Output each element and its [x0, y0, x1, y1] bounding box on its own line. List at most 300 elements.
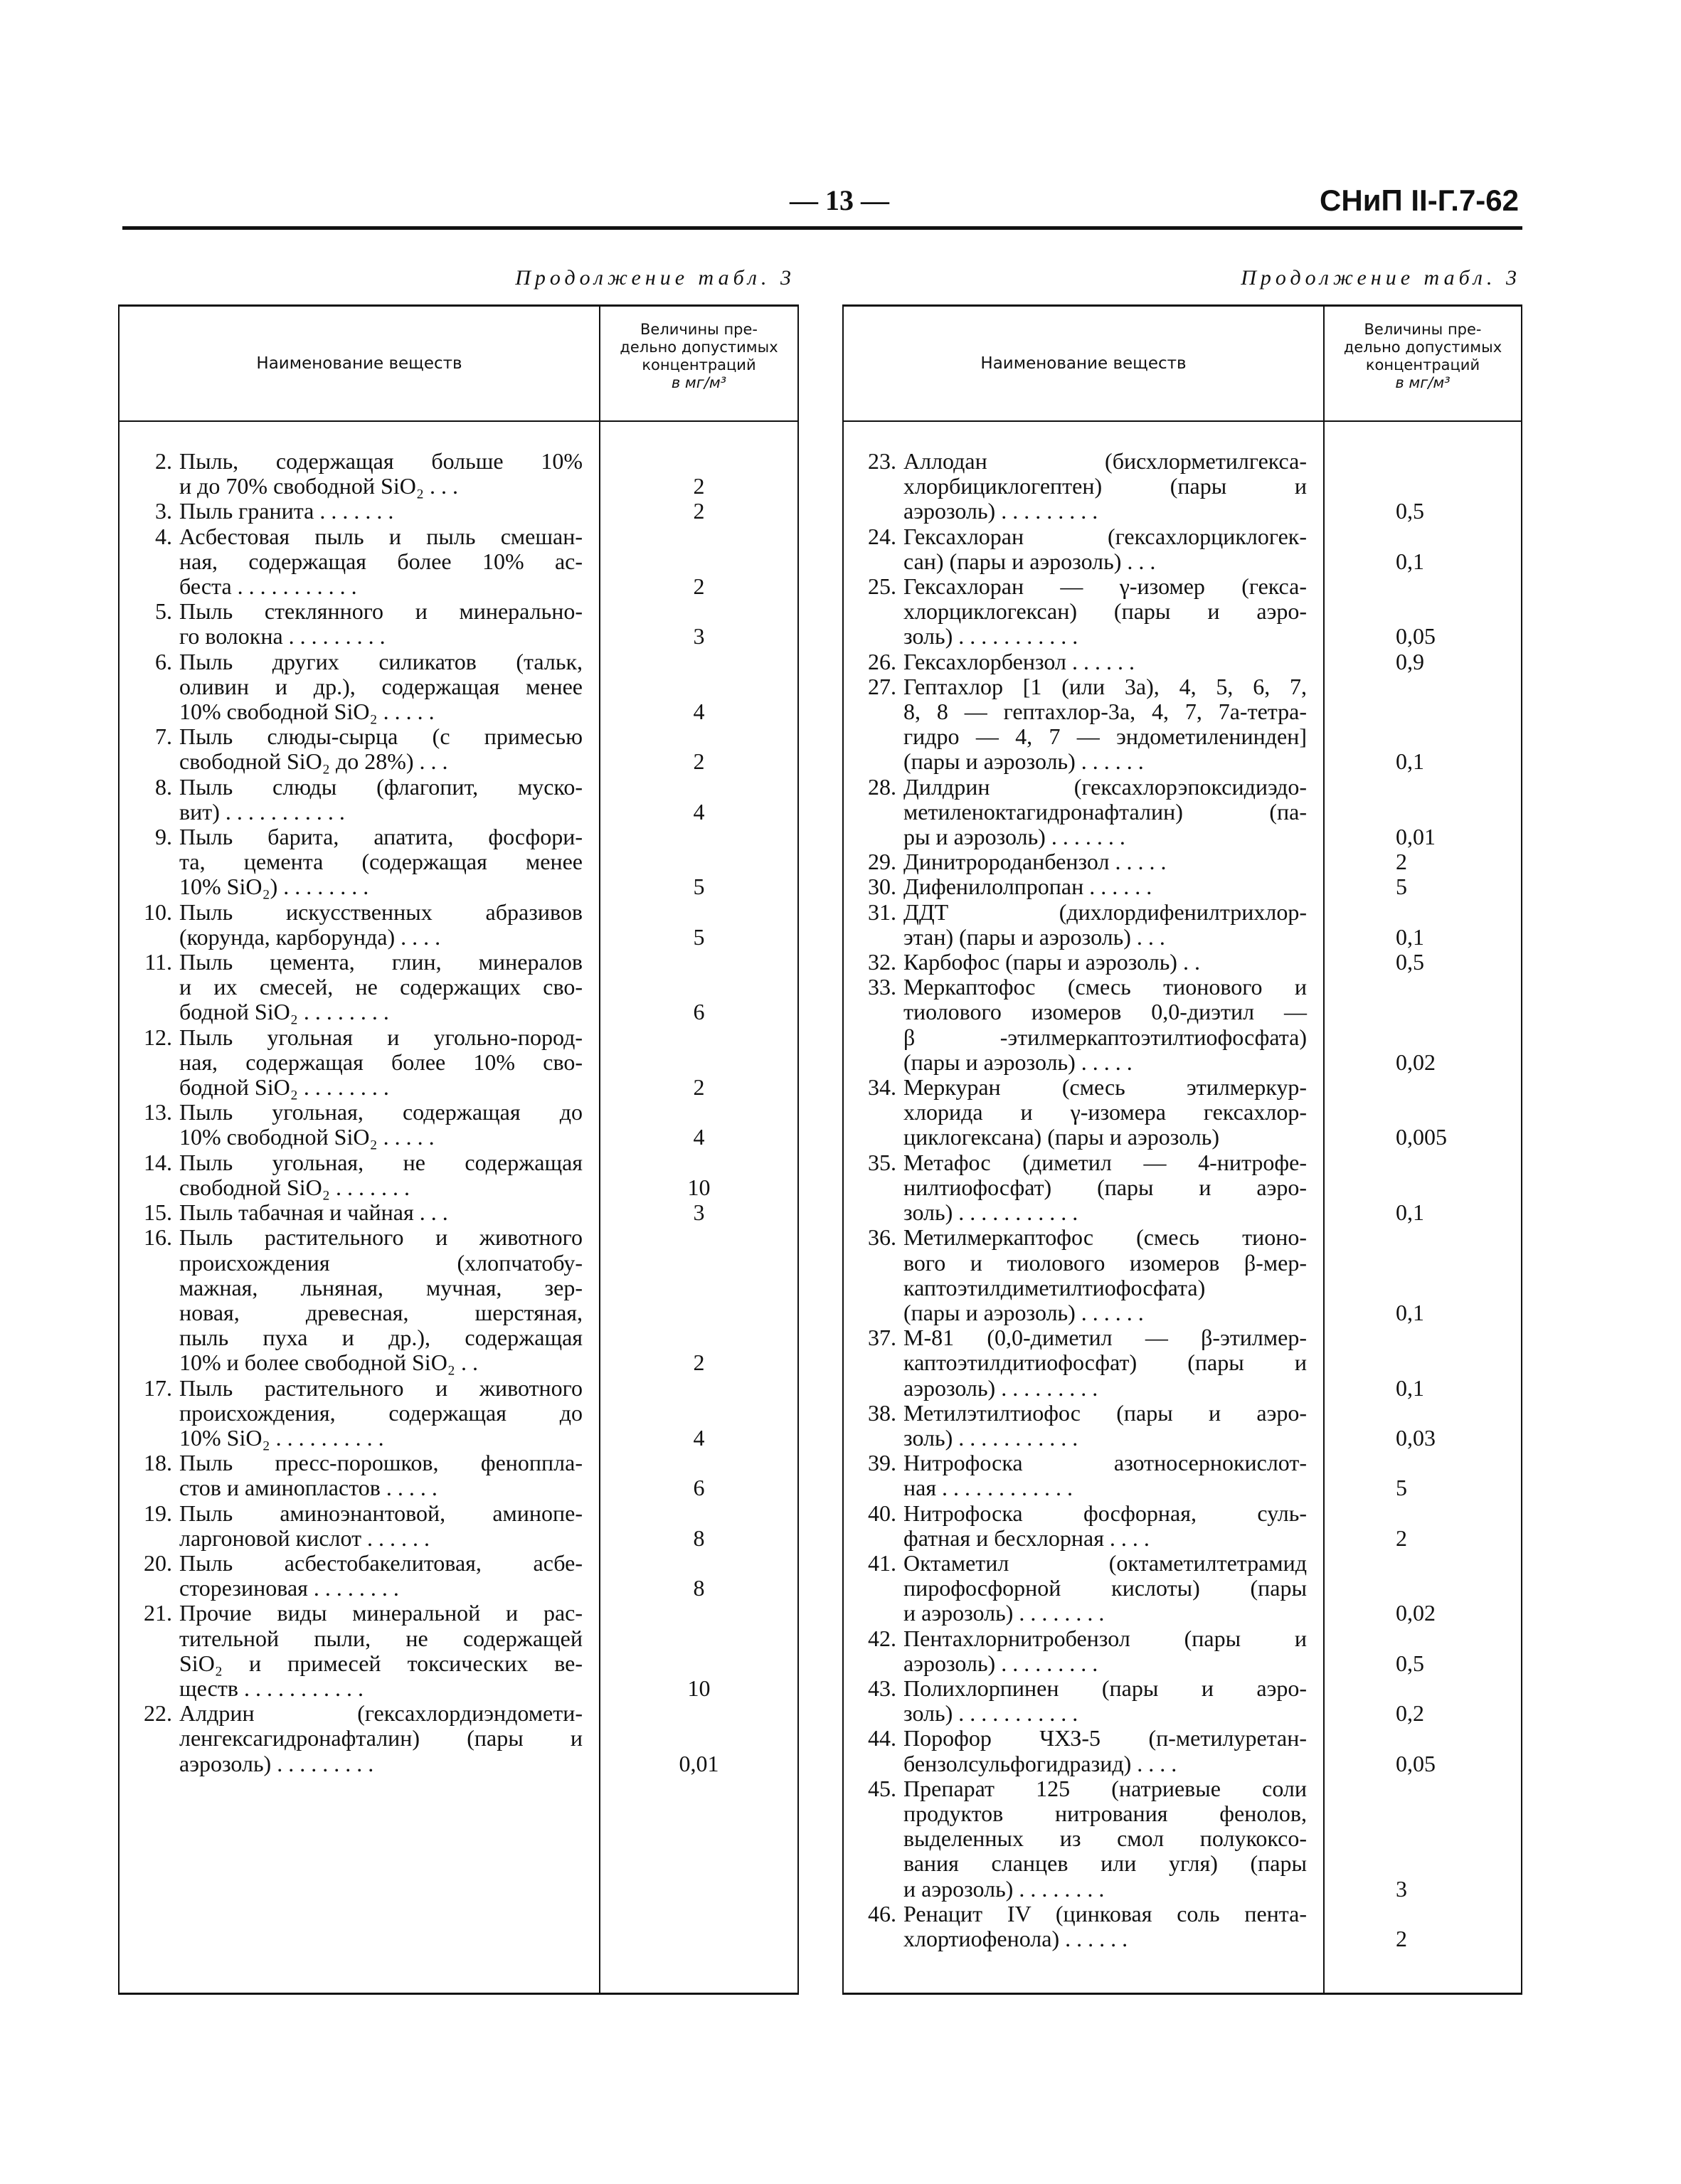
table-row — [844, 849, 1521, 874]
page-number: — 13 — — [790, 184, 889, 216]
row-number: 15. — [144, 1199, 172, 1226]
table-row — [844, 674, 1521, 775]
substance-name-line: Пыль искусственных абразивов — [179, 898, 583, 925]
substance-name — [903, 874, 1307, 899]
substance-name-line: Пыль угольная, содержащая до — [179, 1099, 583, 1125]
substance-name-line: хлорбициклогептен) (пары и — [903, 473, 1307, 499]
limit-value: 0,01 — [679, 1750, 719, 1776]
substance-name-line: происхождения, содержащая до — [179, 1399, 583, 1426]
substance-name — [179, 524, 583, 600]
substance-name-line: (пары и аэрозоль) . . . . . . — [903, 1299, 1144, 1325]
substance-name-line: Пыль табачная и чайная . . . — [179, 1199, 448, 1226]
substance-name — [903, 1451, 1307, 1500]
substance-name — [903, 1325, 1307, 1401]
substance-name — [903, 1676, 1307, 1726]
substance-name-line: β -этилмеркаптоэтилтиофосфата) — [903, 1024, 1307, 1050]
substance-name — [903, 1902, 1307, 1951]
substance-name — [179, 1451, 583, 1500]
table-row — [120, 1501, 797, 1551]
substance-name-line: каптоэтилдиметилтиофосфата) — [903, 1274, 1206, 1300]
substance-name-line: стов и аминопластов . . . . . — [179, 1475, 438, 1501]
row-number: 7. — [155, 723, 172, 750]
row-number: 45. — [868, 1775, 896, 1801]
substance-name — [179, 1376, 583, 1451]
substance-name — [179, 650, 583, 725]
limit-value: 2 — [1396, 1925, 1407, 1951]
substance-name — [903, 1776, 1307, 1902]
substance-name-line: 8, 8 — гептахлор-3а, 4, 7, 7а-тетра- — [903, 699, 1307, 725]
table-row — [120, 1200, 797, 1225]
substance-name-line: Меркаптофос (смесь тионового и — [903, 974, 1307, 1000]
substance-name — [179, 449, 583, 499]
substance-name — [903, 674, 1307, 775]
row-number: 37. — [868, 1325, 896, 1351]
header-row-rule — [844, 420, 1521, 422]
limit-value: 4 — [693, 798, 705, 825]
substance-name-line: аэрозоль) . . . . . . . . . — [903, 498, 1098, 524]
substance-name-line: Метилэтилтиофос (пары и аэро- — [903, 1399, 1307, 1426]
header-value-line: дельно допустимых — [620, 339, 778, 356]
row-number: 5. — [155, 598, 172, 625]
substance-name — [903, 1150, 1307, 1226]
substance-name — [179, 1601, 583, 1701]
row-number: 41. — [868, 1549, 896, 1576]
substance-name-line: Порофор ЧХЗ-5 (п-метилуретан- — [903, 1725, 1307, 1751]
row-number: 26. — [868, 648, 896, 674]
table-row — [120, 775, 797, 825]
substance-name-line: золь) . . . . . . . . . . . — [903, 1424, 1078, 1451]
row-number: 33. — [868, 974, 896, 1000]
substance-name — [903, 1225, 1307, 1325]
row-number: 19. — [144, 1500, 172, 1526]
substance-name-line: Пыль аминоэнантовой, аминопе- — [179, 1500, 583, 1526]
row-number: 3. — [155, 498, 172, 524]
table-row — [120, 1025, 797, 1101]
substance-name-line: Карбофос (пары и аэрозоль) . . — [903, 949, 1200, 975]
row-number: 20. — [144, 1549, 172, 1576]
substance-name-line: и их смесей, не содержащих сво- — [179, 974, 583, 1000]
substance-name-line: бодной SiO₂ . . . . . . . . — [179, 999, 389, 1025]
substance-name-line: беста . . . . . . . . . . . — [179, 573, 357, 600]
row-number: 24. — [868, 523, 896, 549]
substance-name-line: Пыль угольная и угольно-пород- — [179, 1024, 583, 1050]
row-number: 9. — [155, 824, 172, 850]
substance-name-line: ларгоновой кислот . . . . . . — [179, 1525, 430, 1551]
row-number: 4. — [155, 523, 172, 549]
substance-name-line: Препарат 125 (натриевые соли — [903, 1775, 1307, 1801]
substance-name — [179, 1025, 583, 1101]
limit-value: 0,9 — [1396, 648, 1424, 674]
limit-value: 5 — [693, 874, 705, 900]
table-row — [844, 1676, 1521, 1726]
substance-name-line: ная . . . . . . . . . . . . — [903, 1475, 1073, 1501]
limit-value: 0,03 — [1396, 1424, 1436, 1451]
substance-name-line: метиленоктагидронафталин) (па- — [903, 798, 1307, 825]
table-row — [844, 775, 1521, 850]
substance-name-line: Дифенилолпропан . . . . . . — [903, 874, 1152, 900]
limit-value: 0,5 — [1396, 949, 1424, 975]
row-number: 38. — [868, 1399, 896, 1426]
limit-value: 0,1 — [1396, 1199, 1424, 1226]
substance-name-line: Гептахлор [1 (или 3а), 4, 5, 6, 7, — [903, 673, 1307, 699]
table-row — [844, 1776, 1521, 1902]
table-row — [120, 1225, 797, 1375]
substance-name-line: (пары и аэрозоль) . . . . . — [903, 1049, 1133, 1075]
substance-name-line: пирофосфорной кислоты) (пары — [903, 1575, 1307, 1601]
table-row — [120, 1701, 797, 1776]
row-number: 2. — [155, 448, 172, 474]
limit-value: 0,5 — [1396, 498, 1424, 524]
substance-name-line: вого и тиолового изомеров β-мер- — [903, 1249, 1307, 1276]
substance-name-line: 10% SiO₂) . . . . . . . . — [179, 874, 369, 900]
limit-value: 0,2 — [1396, 1700, 1424, 1727]
substance-name-line: хлорида и γ-изомера гексахлор- — [903, 1099, 1307, 1125]
table-row — [120, 1551, 797, 1601]
substance-name — [179, 825, 583, 900]
row-number: 18. — [144, 1450, 172, 1476]
table-row — [844, 950, 1521, 975]
limit-value: 3 — [693, 623, 705, 650]
substance-name-line: Гексахлорбензол . . . . . . — [903, 648, 1135, 674]
substance-name-line: Пентахлорнитробензол (пары и — [903, 1625, 1307, 1651]
row-number: 42. — [868, 1625, 896, 1651]
limit-value: 2 — [693, 573, 705, 600]
substance-name — [179, 775, 583, 825]
substance-name — [903, 650, 1307, 674]
substance-name-line: хлорциклогексан) (пары и аэро- — [903, 598, 1307, 625]
substance-name-line: аэрозоль) . . . . . . . . . — [903, 1374, 1098, 1401]
substance-name-line: золь) . . . . . . . . . . . — [903, 623, 1078, 650]
substance-name-line: ществ . . . . . . . . . . . — [179, 1675, 364, 1701]
substance-name-line: хлортиофенола) . . . . . . — [903, 1925, 1128, 1951]
limit-value: 0,1 — [1396, 1299, 1424, 1325]
substance-name-line: Октаметил (октаметилтетрамид — [903, 1549, 1307, 1576]
limit-value: 0,1 — [1396, 548, 1424, 574]
limit-value: 8 — [693, 1525, 705, 1551]
limit-value: 0,02 — [1396, 1049, 1436, 1075]
table-row — [120, 449, 797, 499]
substance-name-line: та, цемента (содержащая менее — [179, 849, 583, 875]
substance-name-line: Нитрофоска фосфорная, суль- — [903, 1500, 1307, 1526]
substance-name-line: Ренацит IV (цинковая соль пента- — [903, 1900, 1307, 1926]
substance-name-line: новая, древесная, шерстяная, — [179, 1299, 583, 1325]
limit-value: 10 — [687, 1675, 711, 1701]
limit-value: 2 — [693, 498, 705, 524]
document-code: СНиП II-Г.7-62 — [1320, 184, 1519, 217]
limit-value: 3 — [1396, 1875, 1407, 1902]
substance-name-line: выделенных из смол полукоксо- — [903, 1825, 1307, 1852]
table-row — [844, 574, 1521, 650]
row-number: 13. — [144, 1099, 172, 1125]
substance-name — [179, 1501, 583, 1551]
limit-value: 6 — [693, 999, 705, 1025]
limit-value: 6 — [693, 1475, 705, 1501]
row-number: 36. — [868, 1224, 896, 1251]
column-header-value — [600, 321, 797, 392]
substance-name-line: циклогексана) (пары и аэрозоль) — [903, 1124, 1219, 1150]
substance-name-line: пыль пуха и др.), содержащая — [179, 1325, 583, 1351]
row-number: 28. — [868, 773, 896, 800]
table-row — [844, 1501, 1521, 1551]
row-number: 35. — [868, 1149, 896, 1175]
header-value-line: Величины пре- — [1364, 321, 1482, 338]
substance-name-line: Пыль асбестобакелитовая, асбе- — [179, 1549, 583, 1576]
substance-name-line: Нитрофоска азотносернокислот- — [903, 1450, 1307, 1476]
substance-name-line: (корунда, карборунда) . . . . — [179, 923, 441, 950]
substance-name-line: золь) . . . . . . . . . . . — [903, 1700, 1078, 1727]
table-row — [844, 1902, 1521, 1951]
substance-name-line: Аллодан (бисхлорметилгекса- — [903, 448, 1307, 474]
substance-name — [179, 1551, 583, 1601]
header-value-line: концентраций — [642, 356, 756, 373]
row-number: 10. — [144, 898, 172, 925]
substance-name — [179, 1150, 583, 1200]
substance-name-line: бензолсульфогидразид) . . . . — [903, 1750, 1177, 1776]
limit-value: 0,01 — [1396, 824, 1436, 850]
row-number: 44. — [868, 1725, 896, 1751]
table-row — [844, 1075, 1521, 1150]
header-value-line: концентраций — [1365, 356, 1480, 373]
substance-name-line: Гексахлоран (гексахлорциклогек- — [903, 523, 1307, 549]
substance-name-line: ленгексагидронафталин) (пары и — [179, 1725, 583, 1751]
row-number: 27. — [868, 673, 896, 699]
table-row — [120, 825, 797, 900]
limit-value: 0,1 — [1396, 923, 1424, 950]
row-number: 8. — [155, 773, 172, 800]
substance-name-line: аэрозоль) . . . . . . . . . — [179, 1750, 374, 1776]
substance-name-line: Пыль слюды-сырца (с примесью — [179, 723, 583, 750]
limit-value: 0,05 — [1396, 1750, 1436, 1776]
substance-name-line: 10% и более свободной SiO₂ . . — [179, 1350, 478, 1376]
substance-name-line: Пыль угольная, не содержащая — [179, 1149, 583, 1175]
row-number: 21. — [144, 1600, 172, 1626]
substance-name-line: мажная, льняная, мучная, зер- — [179, 1274, 583, 1300]
substance-name-line: Пыль пресс-порошков, феноппла- — [179, 1450, 583, 1476]
header-value-line: в мг/м³ — [1395, 374, 1451, 391]
substance-name-line: продуктов нитрования фенолов, — [903, 1800, 1307, 1826]
table-row — [120, 724, 797, 774]
substance-name-line: Дилдрин (гексахлорэпоксидиэдо- — [903, 773, 1307, 800]
table-row — [844, 975, 1521, 1075]
substance-name-line: ры и аэрозоль) . . . . . . . — [903, 824, 1125, 850]
header-value-line: Величины пре- — [640, 321, 758, 338]
substance-name — [903, 775, 1307, 850]
substance-name — [179, 900, 583, 950]
substance-name-line: этан) (пары и аэрозоль) . . . — [903, 923, 1165, 950]
substance-name — [179, 1200, 583, 1225]
substance-name-line: Пыль, содержащая больше 10% — [179, 448, 583, 474]
substance-name — [179, 1225, 583, 1375]
row-number: 46. — [868, 1900, 896, 1926]
substance-name-line: каптоэтилдитиофосфат) (пары и — [903, 1350, 1307, 1376]
substance-name-line: оливин и др.), содержащая менее — [179, 673, 583, 699]
substance-name-line: SiO₂ и примесей токсических ве- — [179, 1650, 583, 1676]
substance-name — [903, 849, 1307, 874]
substance-name-line: тиолового изомеров 0,0-диэтил — — [903, 999, 1307, 1025]
row-number: 40. — [868, 1500, 896, 1526]
substance-name-line: бодной SiO₂ . . . . . . . . — [179, 1074, 389, 1101]
row-number: 25. — [868, 573, 896, 600]
substance-name-line: 10% SiO₂ . . . . . . . . . . — [179, 1424, 384, 1451]
substance-name-line: нилтиофосфат) (пары и аэро- — [903, 1174, 1307, 1200]
table-row — [120, 1376, 797, 1451]
limit-value: 2 — [693, 473, 705, 499]
substance-name-line: ная, содержащая более 10% ас- — [179, 548, 583, 574]
table-row — [844, 900, 1521, 950]
substance-name-line: свободной SiO₂ до 28%) . . . — [179, 748, 448, 775]
substance-name — [903, 1551, 1307, 1626]
row-number: 6. — [155, 648, 172, 674]
row-number: 23. — [868, 448, 896, 474]
substance-name-line: Асбестовая пыль и пыль смешан- — [179, 523, 583, 549]
substance-name-line: сторезиновая . . . . . . . . — [179, 1575, 399, 1601]
row-number: 22. — [144, 1700, 172, 1727]
table-row — [844, 1325, 1521, 1401]
row-number: 14. — [144, 1149, 172, 1175]
limit-value: 4 — [693, 699, 705, 725]
substance-name — [179, 599, 583, 649]
table-row — [844, 1726, 1521, 1776]
substance-name — [903, 524, 1307, 574]
column-header-name: Наименование веществ — [256, 354, 462, 373]
limit-value: 0,05 — [1396, 623, 1436, 650]
limit-value: 4 — [693, 1424, 705, 1451]
table-row — [120, 1100, 797, 1150]
table-row — [120, 1150, 797, 1200]
table-row — [120, 599, 797, 649]
substance-name-line: ДДТ (дихлордифенилтрихлор- — [903, 898, 1307, 925]
limit-value: 5 — [1396, 874, 1407, 900]
limit-value: 0,02 — [1396, 1600, 1436, 1626]
substance-name-line: фатная и бесхлорная . . . . — [903, 1525, 1150, 1551]
substance-name-line: (пары и аэрозоль) . . . . . . — [903, 748, 1144, 775]
row-number: 34. — [868, 1074, 896, 1101]
table-row — [120, 900, 797, 950]
limit-value: 8 — [693, 1575, 705, 1601]
limit-value: 0,005 — [1396, 1124, 1447, 1150]
header-value-line: в мг/м³ — [671, 374, 727, 391]
substance-name-line: Прочие виды минеральной и рас- — [179, 1600, 583, 1626]
substance-name-line: и аэрозоль) . . . . . . . . — [903, 1600, 1105, 1626]
substance-name-line: свободной SiO₂ . . . . . . . — [179, 1174, 410, 1200]
substance-name-line: го волокна . . . . . . . . . — [179, 623, 386, 650]
limit-value: 2 — [693, 1074, 705, 1101]
table-row — [120, 950, 797, 1025]
substance-name-line: аэрозоль) . . . . . . . . . — [903, 1650, 1098, 1676]
substance-name-line: Пыль других силикатов (тальк, — [179, 648, 583, 674]
substance-name — [903, 1401, 1307, 1451]
substance-name — [179, 1100, 583, 1150]
substance-name — [903, 1726, 1307, 1776]
substance-name-line: Гексахлоран — γ-изомер (гекса- — [903, 573, 1307, 600]
table-row — [844, 1150, 1521, 1226]
table-row — [844, 650, 1521, 674]
row-number: 16. — [144, 1224, 172, 1251]
table-body-left — [120, 449, 797, 1776]
row-number: 12. — [144, 1024, 172, 1050]
limit-value: 5 — [693, 923, 705, 950]
substance-name — [179, 499, 583, 524]
table-row — [844, 1626, 1521, 1676]
substance-name-line: Алдрин (гексахлордиэндомети- — [179, 1700, 583, 1727]
substance-name — [903, 900, 1307, 950]
substance-name — [903, 1626, 1307, 1676]
table-row — [120, 499, 797, 524]
substance-name-line: ная, содержащая более 10% сво- — [179, 1049, 583, 1075]
substance-name-line: и аэрозоль) . . . . . . . . — [903, 1875, 1105, 1902]
substance-name-line: Метафос (диметил — 4-нитрофе- — [903, 1149, 1307, 1175]
table-row — [844, 1401, 1521, 1451]
table-right — [842, 304, 1522, 1995]
table-row — [844, 1225, 1521, 1325]
row-number: 17. — [144, 1374, 172, 1401]
header-value-line: дельно допустимых — [1343, 339, 1502, 356]
row-number: 32. — [868, 949, 896, 975]
substance-name — [179, 950, 583, 1025]
limit-value: 5 — [1396, 1475, 1407, 1501]
substance-name-line: Пыль цемента, глин, минералов — [179, 949, 583, 975]
column-header-value — [1325, 321, 1521, 392]
substance-name-line: 10% свободной SiO₂ . . . . . — [179, 699, 435, 725]
substance-name-line: 10% свободной SiO₂ . . . . . — [179, 1124, 435, 1150]
substance-name-line: и до 70% свободной SiO₂ . . . — [179, 473, 458, 499]
limit-value: 2 — [1396, 849, 1407, 875]
substance-name-line: вания сланцев или угля) (пары — [903, 1850, 1307, 1877]
substance-name-line: Пыль растительного и животного — [179, 1224, 583, 1251]
limit-value: 4 — [693, 1124, 705, 1150]
substance-name-line: Пыль стеклянного и минерально- — [179, 598, 583, 625]
substance-name — [179, 724, 583, 774]
table-left — [118, 304, 799, 1995]
limit-value: 2 — [1396, 1525, 1407, 1551]
limit-value: 0,5 — [1396, 1650, 1424, 1676]
table-row — [844, 1451, 1521, 1500]
table-row — [844, 524, 1521, 574]
substance-name-line: Метилмеркаптофос (смесь тионо- — [903, 1224, 1307, 1251]
substance-name — [903, 950, 1307, 975]
substance-name-line: Меркуран (смесь этилмеркур- — [903, 1074, 1307, 1101]
table-row — [120, 524, 797, 600]
limit-value: 2 — [693, 748, 705, 775]
substance-name — [903, 1501, 1307, 1551]
substance-name — [903, 449, 1307, 524]
table-row — [844, 1551, 1521, 1626]
substance-name — [903, 574, 1307, 650]
substance-name-line: происхождения (хлопчатобу- — [179, 1249, 583, 1276]
row-number: 29. — [868, 849, 896, 875]
substance-name-line: Пыль барита, апатита, фосфори- — [179, 824, 583, 850]
row-number: 43. — [868, 1675, 896, 1701]
row-number: 39. — [868, 1450, 896, 1476]
table-row — [844, 874, 1521, 899]
substance-name-line: золь) . . . . . . . . . . . — [903, 1199, 1078, 1226]
substance-name-line: вит) . . . . . . . . . . . — [179, 798, 345, 825]
substance-name — [903, 975, 1307, 1075]
table-row — [120, 650, 797, 725]
substance-name-line: тительной пыли, не содержащей — [179, 1625, 583, 1651]
row-number: 30. — [868, 874, 896, 900]
table-caption-left: Продолжение табл. 3 — [515, 266, 795, 290]
column-header-name: Наименование веществ — [980, 354, 1187, 373]
substance-name-line: Пыль растительного и животного — [179, 1374, 583, 1401]
limit-value: 3 — [693, 1199, 705, 1226]
header-rule — [122, 226, 1522, 230]
substance-name — [179, 1701, 583, 1776]
substance-name-line: Динитророданбензол . . . . . — [903, 849, 1167, 875]
substance-name-line: М-81 (0,0-диметил — β-этилмер- — [903, 1325, 1307, 1351]
limit-value: 0,1 — [1396, 748, 1424, 775]
limit-value: 0,1 — [1396, 1374, 1424, 1401]
